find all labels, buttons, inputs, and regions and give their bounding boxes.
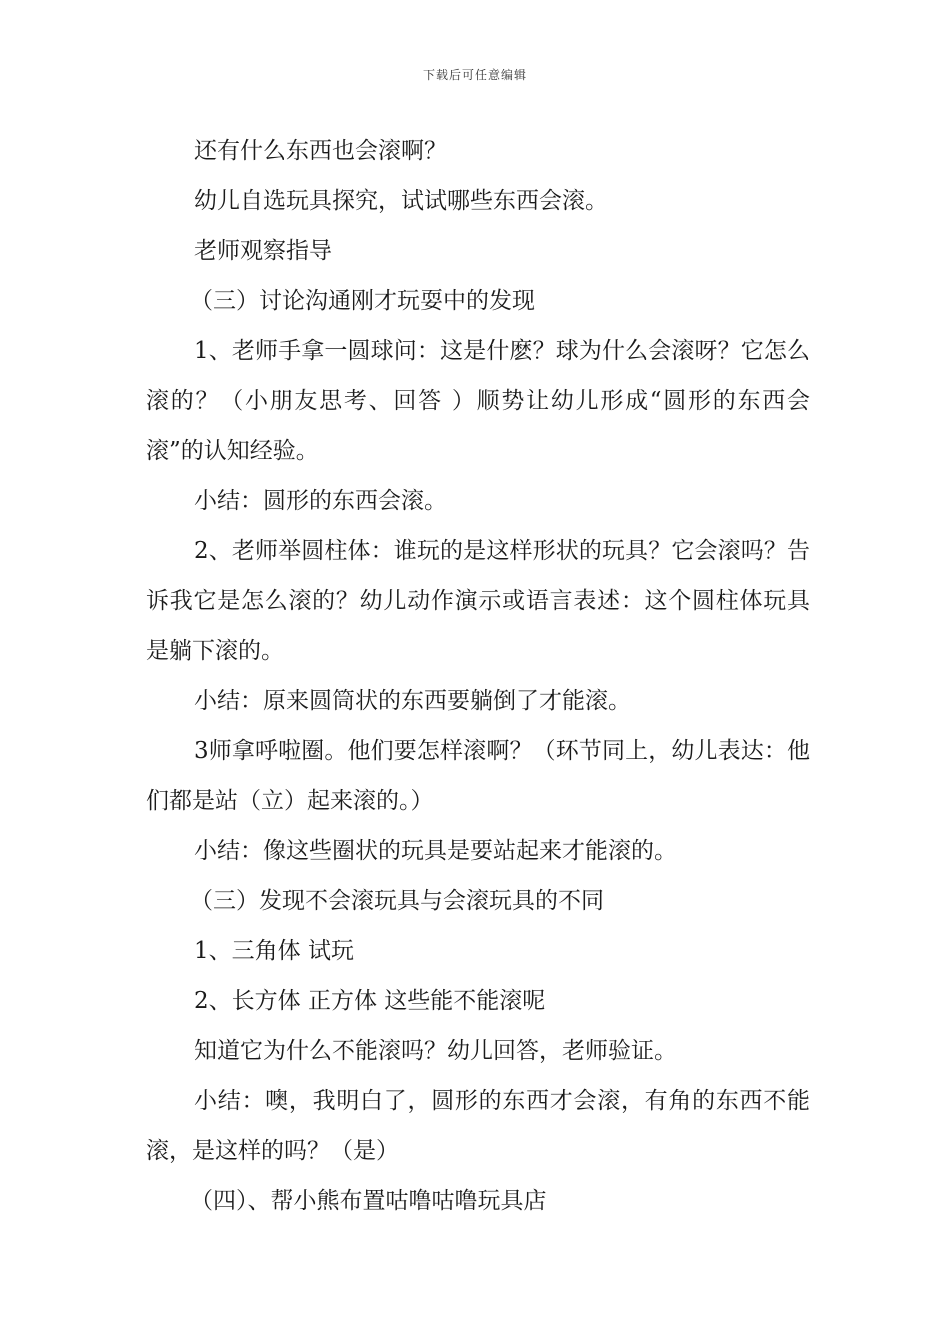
section-heading: （三）讨论沟通刚才玩耍中的发现: [190, 288, 535, 314]
paragraph: 幼儿自选玩具探究，试试哪些东西会滚。: [194, 188, 608, 214]
paragraph: 知道它为什么不能滚吗？幼儿回答，老师验证。: [194, 1038, 677, 1064]
paragraph: 3师拿呼啦圈。他们要怎样滚啊？（环节同上，幼儿表达：他们都是站（立）起来滚的。）: [146, 738, 810, 814]
paragraph: 还有什么东西也会滚啊？: [194, 138, 447, 164]
page-header: 下载后可任意编辑: [422, 68, 527, 82]
summary-paragraph: 小结：圆形的东西会滚。: [194, 488, 447, 514]
summary-paragraph: 小结：噢，我明白了，圆形的东西才会滚，有角的东西不能滚，是这样的吗？（是）: [146, 1088, 810, 1164]
summary-paragraph: 小结：像这些圈状的玩具是要站起来才能滚的。: [194, 838, 677, 864]
paragraph: 1、老师手拿一圆球问：这是什麽？球为什么会滚呀？它怎么滚的？（小朋友思考、回答 ）顺势让幼儿形成“圆形的东西会滚”的认知经验。: [146, 338, 810, 464]
paragraph: 老师观察指导: [194, 238, 332, 264]
paragraph: 1、三角体 试玩: [194, 938, 354, 964]
summary-paragraph: 小结：原来圆筒状的东西要躺倒了才能滚。: [194, 688, 631, 714]
section-heading: （三）发现不会滚玩具与会滚玩具的不同: [190, 888, 604, 914]
paragraph: 2、长方体 正方体 这些能不能滚呢: [194, 988, 546, 1014]
paragraph: 2、老师举圆柱体：谁玩的是这样形状的玩具？它会滚吗？告诉我它是怎么滚的？幼儿动作演示或语言表述：这个圆柱体玩具是躺下滚的。: [146, 538, 810, 664]
document-body: [146, 126, 810, 1226]
section-heading: （四）、帮小熊布置咕噜咕噜玩具店: [190, 1188, 547, 1214]
